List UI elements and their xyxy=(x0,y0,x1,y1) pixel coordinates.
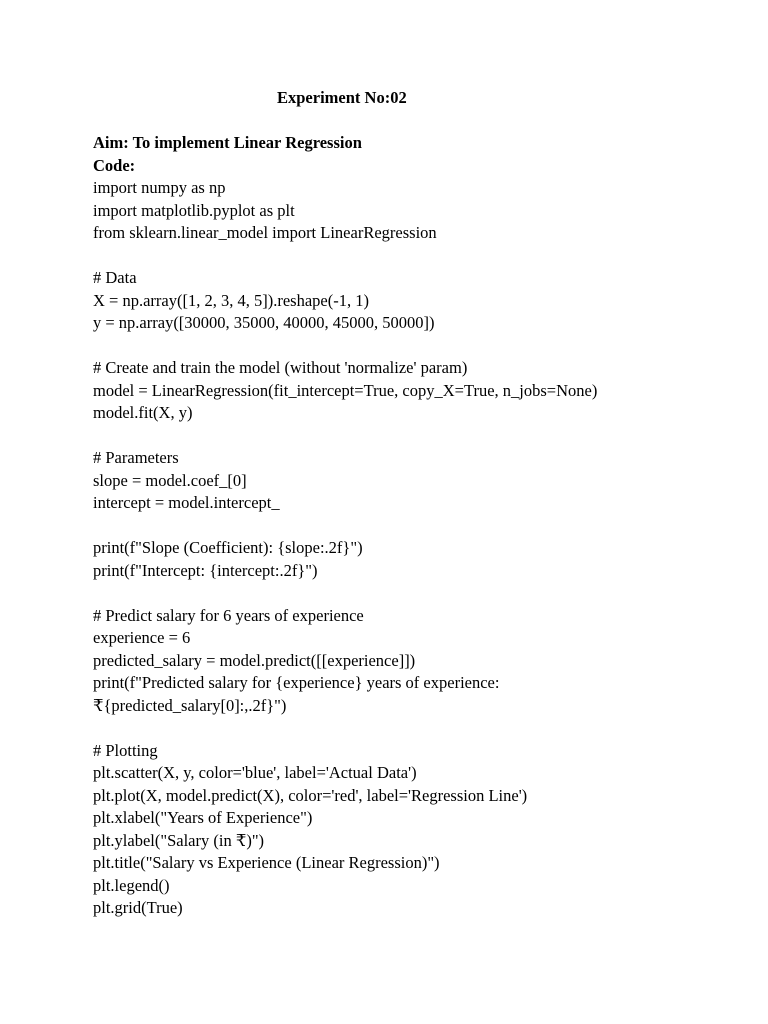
code-line: # Plotting xyxy=(93,740,158,760)
code-line: # Data xyxy=(93,268,137,287)
code-line: plt.title("Salary vs Experience (Linear Regression)") xyxy=(93,853,440,872)
code-line: X = np.array([1, 2, 3, 4, 5]).reshape(-1, 1) xyxy=(93,290,369,310)
code-line xyxy=(93,582,753,605)
code-line: print(f"Intercept: {intercept:.2f}") xyxy=(93,560,318,580)
code-line: plt.grid(True) xyxy=(93,898,183,917)
code-line: import numpy as np xyxy=(93,178,226,197)
code-line: plt.plot(X, model.predict(X), color='red', label='Regression Line') xyxy=(93,785,528,805)
code-line: plt.scatter(X, y, color='blue', label='Actual Data') xyxy=(93,763,417,782)
code-line xyxy=(93,245,753,268)
code-line: # Create and train the model (without 'normalize' param) xyxy=(93,358,468,377)
code-block xyxy=(93,177,753,920)
document-body xyxy=(93,132,753,920)
code-line: ₹{predicted_salary[0]:,.2f}") xyxy=(93,695,287,715)
code-line: from sklearn.linear_model import LinearRegression xyxy=(93,223,437,242)
code-line: model = LinearRegression(fit_intercept=True, copy_X=True, n_jobs=None) xyxy=(93,380,598,400)
code-line xyxy=(93,335,753,358)
code-line xyxy=(93,717,753,740)
code-line: slope = model.coef_[0] xyxy=(93,470,247,490)
code-line: intercept = model.intercept_ xyxy=(93,493,280,512)
code-line xyxy=(93,515,753,538)
code-line: plt.xlabel("Years of Experience") xyxy=(93,808,313,827)
code-line: print(f"Predicted salary for {experience} years of experience: xyxy=(93,673,500,692)
code-line: print(f"Slope (Coefficient): {slope:.2f}") xyxy=(93,538,363,557)
aim-heading: Aim: To implement Linear Regression xyxy=(93,133,362,152)
experiment-title: Experiment No:02 xyxy=(277,88,407,107)
code-line xyxy=(93,425,753,448)
code-line: predicted_salary = model.predict([[experience]]) xyxy=(93,650,416,670)
code-line: plt.legend() xyxy=(93,875,170,895)
code-line: # Parameters xyxy=(93,448,179,467)
code-line: experience = 6 xyxy=(93,628,191,647)
code-line: y = np.array([30000, 35000, 40000, 45000, 50000]) xyxy=(93,313,435,332)
code-line: plt.ylabel("Salary (in ₹)") xyxy=(93,830,265,850)
code-line: model.fit(X, y) xyxy=(93,403,193,422)
code-line: import matplotlib.pyplot as plt xyxy=(93,200,295,220)
code-heading: Code: xyxy=(93,155,136,175)
code-line: # Predict salary for 6 years of experience xyxy=(93,605,364,625)
